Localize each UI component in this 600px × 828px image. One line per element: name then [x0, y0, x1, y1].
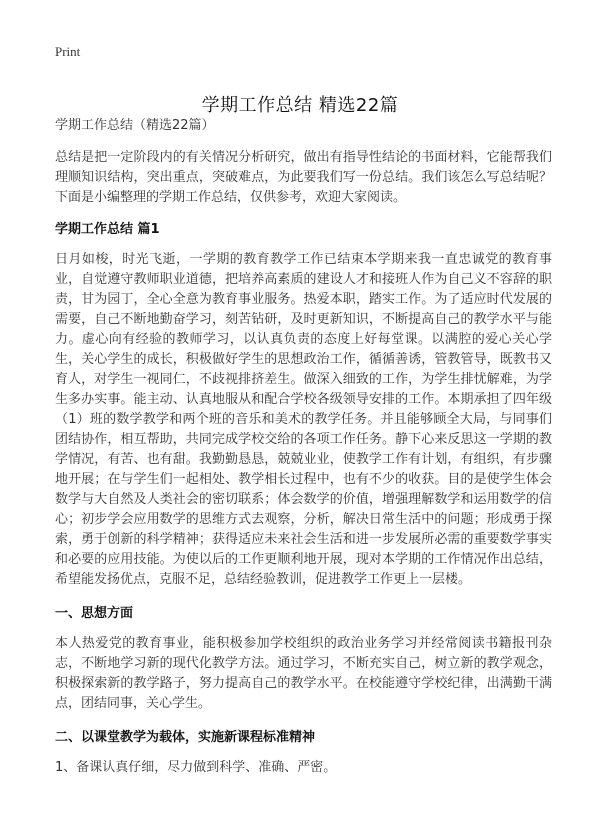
section-heading-thought: 一、思想方面 — [55, 606, 134, 621]
section-1-paragraph: 日月如梭，时光飞逝，一学期的教育教学工作已结束本学期来我一直忠诚党的教育事业，自觉遵守教师职业道德，把培养高素质的建设人才和接班人作为自己义不容辞的职责，甘为园丁，全心全意为教育事业服务。热爱本职，踏实工作。为了适应时代发展的需要，自己不断地勤奋学习，刻苦钻研，及时更新知识，不断提高自己的教学水平与能力。虚心向有经验的教师学习，以认真负责的态度上好每堂课。以满腔的爱心关心学生，关心学生的成长，积极做好学生的思想政治工作，循循善诱，管教管导，既教书又育人，对学生一视同仁，不歧视排挤差生。做深入细致的工作，为学生排忧解难，为学生多办实事。能主动、认真地服从和配合学校各级领导安排的工作。本期承担了四年级（1）班的数学教学和两个班的音乐和美术的教学任务。并且能够顾全大局，与同事们团结协作，相互帮助，共同完成学校交给的各项工作任务。静下心来反思这一学期的教学情况，有苦、也有甜。我勤勤恳恳，兢兢业业，使教学工作有计划，有组织，有步骤地开展；在与学生们一起相处、教学相长过程中，也有不少的收获。目的是使学生体会数学与大自然及人类社会的密切联系；体会数学的价值，增强理解数学和运用数学的信心；初步学会应用数学的思维方式去观察，分析，解决日常生活中的问题；形成勇于探索，勇于创新的科学精神；获得适应未来社会生活和进一步发展所必需的重要数学事实和必要的应用技能。为使以后的工作更顺利地开展，现对本学期的工作情况作出总结，希望能发扬优点，克服不足，总结经验教训，促进教学工作更上一层楼。 — [55, 252, 552, 587]
section-heading-1: 学期工作总结 篇1 — [55, 222, 160, 237]
intro-paragraph: 总结是把一定阶段内的有关情况分析研究，做出有指导性结论的书面材料，它能帮我们理顺知识结构，突出重点，突破难点，为此要我们写一份总结。我们该怎么写总结呢？下面是小编整理的学期工作总结，仅供参考，欢迎大家阅读。 — [55, 150, 552, 205]
page-title: 学期工作总结 精选22篇 — [201, 95, 399, 117]
print-link[interactable]: Print — [55, 44, 81, 59]
document-subtitle: 学期工作总结（精选22篇） — [55, 118, 215, 133]
document-content — [55, 116, 552, 790]
section-thought-paragraph: 本人热爱党的教育事业，能积极参加学校组织的政治业务学习并经常阅读书籍报刊杂志，不断地学习新的现代化教学方法。通过学习，不断充实自己，树立新的教学观念，积极探索新的教学路子，努力提高自己的教学水平。在校能遵守学校纪律，出满勤干满点，团结同事，关心学生。 — [55, 636, 552, 711]
classroom-item-1: 1、备课认真仔细，尽力做到科学、准确、严密。 — [55, 760, 337, 775]
section-heading-classroom: 二、以课堂教学为载体，实施新课程标准精神 — [55, 730, 316, 745]
